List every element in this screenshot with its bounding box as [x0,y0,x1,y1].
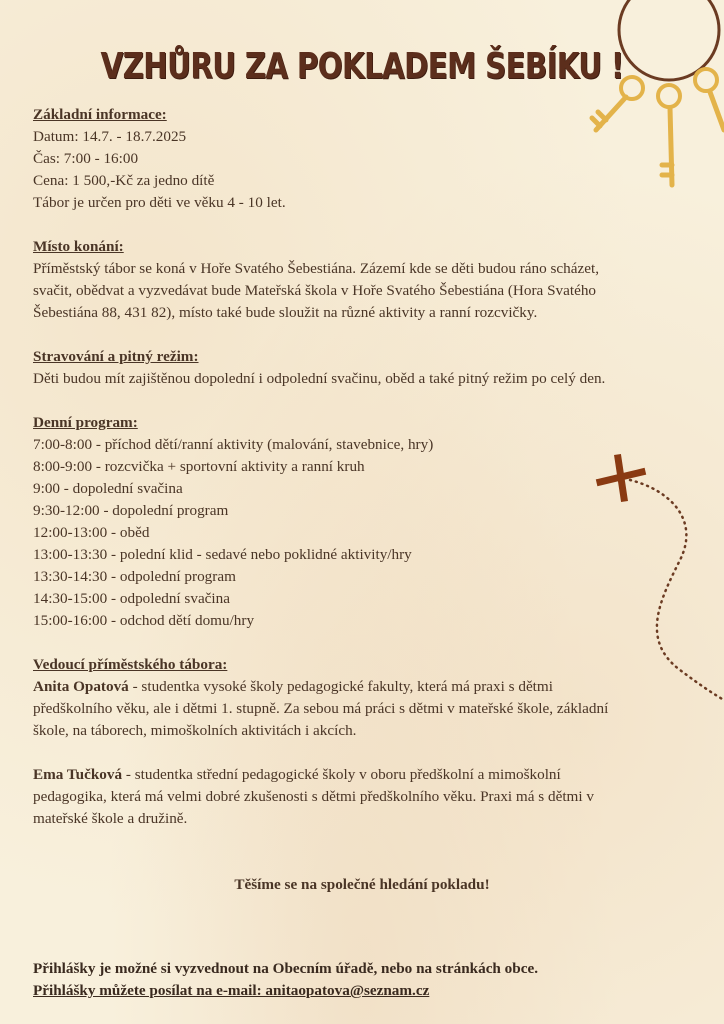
basic-info-line: Tábor je určen pro děti ve věku 4 - 10 let. [33,194,286,211]
leader-2-desc: - studentka střední pedagogické školy v oboru předškolní a mimoškolní [122,766,561,783]
program-item: 15:00-16:00 - odchod dětí domu/hry [33,612,255,629]
closing-text: Těšíme se na společné hledání pokladu! [234,876,490,893]
program-item: 9:30-12:00 - dopolední program [33,502,229,519]
place-line: Šebestiána 88, 431 82), místo také bude sloužit na různé aktivity a ranní rozcvičky. [33,304,538,321]
program-item: 9:00 - dopolední svačina [33,480,183,497]
leader-2-line [33,764,673,786]
program-item: 12:00-13:00 - oběd [33,524,150,541]
program-item: 13:00-13:30 - polední klid - sedavé nebo poklidné aktivity/hry [33,546,412,563]
food-heading: Stravování a pitný režim: [33,348,199,365]
footer [33,958,538,1002]
footer-line-2: Přihlášky můžete posílat na e-mail: anitaopatova@seznam.cz [33,982,430,999]
leader-2-line: mateřské škole a družině. [33,810,188,827]
footer-line-1: Přihlášky je možné si vyzvednout na Obecním úřadě, nebo na stránkách obce. [33,960,538,977]
leader-1-line: předškolního věku, ale i dětmi 1. stupně. Za sebou má práci s dětmi v mateřské škole, základní [33,700,609,717]
basic-info-heading: Základní informace: [33,106,167,123]
main-content [33,104,673,896]
program-item: 8:00-9:00 - rozcvička + sportovní aktivity a ranní kruh [33,458,365,475]
program-heading: Denní program: [33,414,138,431]
place-line: svačit, obědvat a vyzvedávat bude Mateřská škola v Hoře Svatého Šebestiána (Hora Svatého [33,282,597,299]
program-item: 13:30-14:30 - odpolední program [33,568,236,585]
food-line: Děti budou mít zajištěnou dopolední i odpolední svačinu, oběd a také pitný režim po celý den. [33,370,606,387]
basic-info-line: Datum: 14.7. - 18.7.2025 [33,128,187,145]
leader-2-name: Ema Tučková [33,766,123,783]
leader-1-line: škole, na táborech, mimoškolních aktivitách i akcích. [33,722,357,739]
page-title: VZHŮRU ZA POKLADEM ŠEBÍKU ! [100,46,624,87]
leader-1-line [33,676,673,698]
place-heading: Místo konání: [33,238,124,255]
basic-info-line: Čas: 7:00 - 16:00 [33,150,139,167]
basic-info-line: Cena: 1 500,-Kč za jedno dítě [33,172,215,189]
program-item: 14:30-15:00 - odpolední svačina [33,590,230,607]
place-line: Příměstský tábor se koná v Hoře Svatého Šebestiána. Zázemí kde se děti budou ráno scházet, [33,260,599,277]
leader-1-name: Anita Opatová [33,678,129,695]
leader-2-line: pedagogika, která má velmi dobré zkušenosti s dětmi předškolního věku. Praxi má s dětmi v [33,788,594,805]
leader-1-desc: - studentka vysoké školy pedagogické fakulty, která má praxi s dětmi [128,678,553,695]
leaders-heading: Vedoucí příměstského tábora: [33,656,228,673]
program-item: 7:00-8:00 - příchod dětí/ranní aktivity (malování, stavebnice, hry) [33,436,434,453]
